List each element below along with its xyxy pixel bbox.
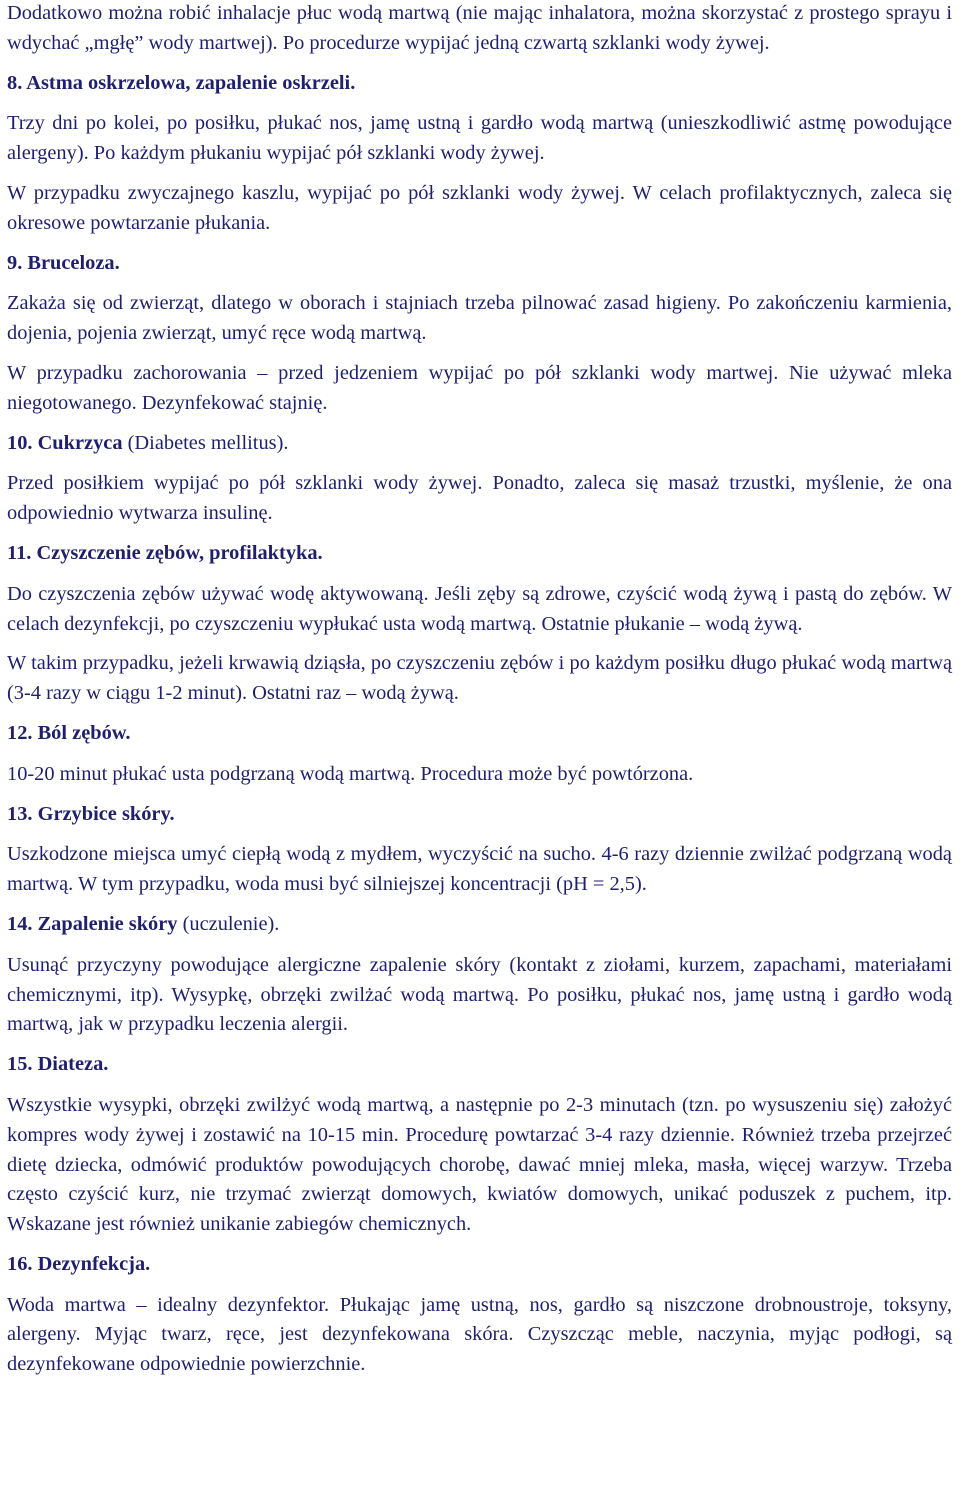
paragraph-diabetes: Przed posiłkiem wypijać po pół szklanki wody żywej. Ponadto, zaleca się masaż trzustki, myślenie, że ona odpowiednio wytwarza insulinę. — [7, 472, 952, 525]
paragraph-teeth-cleaning: Do czyszczenia zębów używać wodę aktywowaną. Jeśli zęby są zdrowe, czyścić wodą żywą i pastą do zębów. W celach dezynfekcji, po czyszczeniu wypłukać usta wodą martwą. Ostatnie płukanie – wodą żywą. — [7, 582, 952, 635]
heading-teeth-cleaning-title: 11. Czyszczenie zębów, profilaktyka. — [7, 541, 323, 564]
heading-brucellosis — [7, 249, 952, 279]
heading-diathesis — [7, 1050, 952, 1080]
paragraph-disinfection: Woda martwa – idealny dezynfektor. Płukając jamę ustną, nos, gardło są niszczone drobnoustroje, toksyny, alergeny. Myjąc twarz, ręce, jest dezynfekowana skóra. Czyszcząc meble, naczynia, myjąc podłogi, są dezynfekowane odpowiednie powierzchnie. — [7, 1293, 952, 1376]
heading-diabetes — [7, 429, 952, 459]
paragraph-skin-fungus: Uszkodzone miejsca umyć ciepłą wodą z mydłem, wyczyścić na sucho. 4-6 razy dziennie zwilżać podgrzaną wodą martwą. W tym przypadku, woda musi być silniejszej koncentracji (pH = 2,5). — [7, 843, 952, 896]
paragraph-brucellosis-illness: W przypadku zachorowania – przed jedzeniem wypijać po pół szklanki wody martwej. Nie używać mleka niegotowanego. Dezynfekować stajnię. — [7, 361, 952, 414]
paragraph-asthma-cough: W przypadku zwyczajnego kaszlu, wypijać po pół szklanki wody żywej. W celach profilaktycznych, zaleca się okresowe powtarzanie płukania. — [7, 181, 952, 234]
paragraph-dermatitis: Usunąć przyczyny powodujące alergiczne zapalenie skóry (kontakt z ziołami, kurzem, zapachami, materiałami chemicznymi, itp). Wysypkę, obrzęki zwilżać wodą martwą. Po posiłku, płukać nos, jamę ustną i gardło wodą martwą, jak w przypadku leczenia alergii. — [7, 953, 952, 1036]
heading-brucellosis-title: 9. Bruceloza. — [7, 251, 120, 274]
paragraph-inhalations: Dodatkowo można robić inhalacje płuc wodą martwą (nie mając inhalatora, można skorzystać z prostego sprayu i wdychać „mgłę” wody martwej). Po procedurze wypijać jedną czwartą szklanki wody żywej. — [7, 2, 952, 54]
heading-disinfection — [7, 1250, 952, 1280]
paragraph-brucellosis-hygiene: Zakaża się od zwierząt, dlatego w oborach i stajniach trzeba pilnować zasad higieny. Po zakończeniu karmienia, dojenia, pojenia zwierząt, umyć ręce wodą martwą. — [7, 292, 952, 345]
heading-dermatitis-rest: (uczulenie). — [177, 912, 280, 935]
heading-diabetes-rest: (Diabetes mellitus). — [122, 431, 289, 454]
paragraph-toothache: 10-20 minut płukać usta podgrzaną wodą martwą. Procedura może być powtórzona. — [7, 762, 694, 785]
heading-skin-fungus — [7, 800, 952, 830]
heading-asthma — [7, 69, 952, 99]
heading-toothache — [7, 719, 952, 749]
heading-asthma-title: 8. Astma oskrzelowa, zapalenie oskrzeli. — [7, 71, 356, 94]
paragraph-diathesis: Wszystkie wysypki, obrzęki zwilżyć wodą martwą, a następnie po 2-3 minutach (tzn. po wysuszeniu się) założyć kompres wody żywej i zostawić na 10-15 min. Procedurę powtarzać 3-4 razy dziennie. Również trzeba przejrzeć dietę dziecka, odmówić produktów powodujących chorobę, dawać mniej mleka, masła, więcej warzyw. Trzeba często czyścić kurz, nie trzymać zwierząt domowych, kwiatów domowych, unikać poduszek z puchem, itp. Wskazane jest również unikanie zabiegów chemicznych. — [7, 1093, 952, 1236]
paragraph-asthma-rinse: Trzy dni po kolei, po posiłku, płukać nos, jamę ustną i gardło wodą martwą (unieszkodliwić astmę powodujące alergeny). Po każdym płukaniu wypijać pół szklanki wody żywej. — [7, 112, 952, 165]
heading-toothache-title: 12. Ból zębów. — [7, 721, 131, 744]
heading-disinfection-title: 16. Dezynfekcja. — [7, 1252, 151, 1275]
heading-teeth-cleaning — [7, 539, 952, 569]
heading-diabetes-title: 10. Cukrzyca — [7, 431, 123, 454]
paragraph-bleeding-gums: W takim przypadku, jeżeli krwawią dziąsła, po czyszczeniu zębów i po każdym posiłku długo płukać wodą martwą (3-4 razy w ciągu 1-2 minut). Ostatni raz – wodą żywą. — [7, 652, 952, 705]
heading-skin-fungus-title: 13. Grzybice skóry. — [7, 802, 175, 825]
heading-diathesis-title: 15. Diateza. — [7, 1053, 109, 1076]
heading-dermatitis — [7, 910, 952, 940]
heading-dermatitis-title: 14. Zapalenie skóry — [7, 912, 178, 935]
